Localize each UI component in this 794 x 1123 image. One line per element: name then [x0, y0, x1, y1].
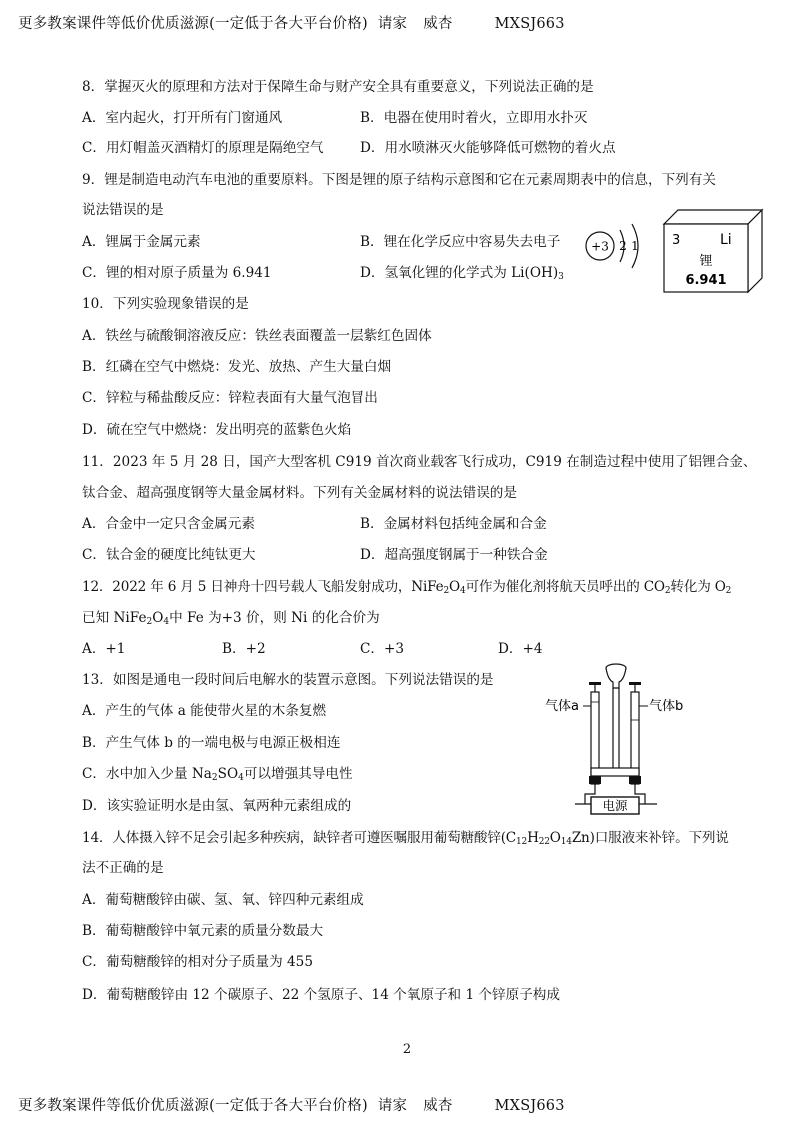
- q8-option-a: A．室内起火，打开所有门窗通风: [82, 110, 283, 126]
- q13-option-b: B．产生气体 b 的一端电极与电源正极相连: [82, 735, 341, 751]
- q14-option-d: D．葡萄糖酸锌由 12 个碳原子、22 个氢原子、14 个氧原子和 1 个锌原子构成: [82, 987, 560, 1003]
- q13-c-mid: SO: [217, 766, 239, 782]
- banner-name: 威杏: [423, 16, 453, 32]
- q10-option-a: A．铁丝与硫酸铜溶液反应：铁丝表面覆盖一层紫红色固体: [82, 328, 432, 344]
- q14-stem-line1: [82, 829, 729, 851]
- q9-option-c: C．锂的相对原子质量为 6.941: [82, 265, 272, 281]
- banner-contact: 请家: [377, 1098, 408, 1114]
- q13-option-c: [82, 765, 353, 787]
- q12-sub: 2: [725, 586, 732, 596]
- gas-b-label: 气体b: [649, 699, 684, 714]
- q12-s2b: O: [152, 610, 164, 626]
- q10-option-b: B．红磷在空气中燃烧：发光、放热、产生大量白烟: [82, 359, 392, 375]
- q12-option-d: D．+4: [498, 641, 543, 657]
- q12-option-a: A．+1: [82, 641, 126, 657]
- q9-option-d-sub: 3: [558, 272, 564, 282]
- atomic-mass: 6.941: [685, 273, 727, 288]
- top-banner: [18, 12, 565, 33]
- q13-option-d: D．该实验证明水是由氢、氧两种元素组成的: [82, 798, 352, 814]
- q11-option-b: B．金属材料包括纯金属和合金: [360, 516, 547, 532]
- atomic-number: 3: [672, 233, 681, 248]
- q8-option-b: B．电器在使用时着火，立即用水扑灭: [360, 110, 588, 126]
- bottom-banner: [18, 1094, 565, 1115]
- q13-sub: 2: [211, 773, 218, 783]
- q14-h: H: [527, 830, 539, 846]
- q12-sub: 2: [443, 586, 449, 596]
- banner-code: MXSJ663: [494, 1098, 565, 1114]
- q14-option-b: B．葡萄糖酸锌中氧元素的质量分数最大: [82, 923, 324, 939]
- q14-o: O: [549, 830, 561, 846]
- shell-2-electrons: 1: [631, 239, 639, 253]
- power-supply-label: 电源: [602, 798, 628, 813]
- reservoir-bulb: [606, 668, 626, 688]
- q11-option-c: C．钛合金的硬度比纯钛更大: [82, 547, 256, 563]
- q9-option-b: B．锂在化学反应中容易失去电子: [360, 234, 561, 250]
- q9-stem-line1: 9．锂是制造电动汽车电池的重要原料。下图是锂的原子结构示意图和它在元素周期表中的信息，下列有关: [82, 172, 716, 188]
- q9-stem-line2: 说法错误的是: [82, 202, 164, 218]
- q14-sub: 14: [560, 837, 572, 847]
- right-electrode: [629, 776, 641, 784]
- q14-stem-line2: 法不正确的是: [82, 860, 164, 876]
- q9-option-d-text: D．氢氧化锂的化学式为 Li(OH): [360, 265, 559, 281]
- q10-option-c: C．锌粒与稀盐酸反应：锌粒表面有大量气泡冒出: [82, 390, 378, 406]
- q12-s2c: 中 Fe 为+3 价，则 Ni 的化合价为: [169, 610, 380, 626]
- q9-option-d: [360, 264, 564, 286]
- q13-stem: 13．如图是通电一段时间后电解水的装置示意图。下列说法错误的是: [82, 672, 494, 688]
- shell-1-electrons: 2: [619, 239, 627, 253]
- q12-sub: 4: [459, 586, 466, 596]
- q12-stem-line2: [82, 609, 380, 631]
- q13-c-post: 可以增强其导电性: [243, 766, 353, 782]
- q14-option-a: A．葡萄糖酸锌由碳、氢、氧、锌四种元素组成: [82, 892, 364, 908]
- q13-c-pre: C．水中加入少量 Na: [82, 766, 212, 782]
- q12-s1b: O: [449, 579, 460, 595]
- element-symbol: Li: [720, 232, 732, 248]
- q12-s1c: 可作为催化剂将航天员呼出的 CO: [465, 579, 665, 595]
- q10-option-d: D．硫在空气中燃烧：发出明亮的蓝紫色火焰: [82, 422, 352, 438]
- left-stopcock: [589, 682, 601, 685]
- q14-sub: 12: [516, 837, 528, 847]
- q12-s2a: 已知 NiFe: [82, 610, 147, 626]
- banner-name: 威杏: [423, 1098, 453, 1114]
- banner-text: 更多教案课件等低价优质滋源(一定低于各大平台价格): [18, 1098, 368, 1114]
- right-stopcock: [629, 682, 641, 685]
- lithium-atom-structure-diagram: [584, 218, 656, 274]
- q12-stem-line1: [82, 578, 731, 600]
- q8-stem: 8．掌握灭火的原理和方法对于保障生命与财产安全具有重要意义，下列说法正确的是: [82, 79, 594, 95]
- gas-a-label: 气体a: [545, 699, 579, 714]
- box-side-face: [748, 210, 762, 292]
- q11-option-a: A．合金中一定只含金属元素: [82, 516, 255, 532]
- element-name: 锂: [699, 254, 713, 269]
- q11-option-d: D．超高强度钢属于一种铁合金: [360, 547, 548, 563]
- q10-stem: 10．下列实验现象错误的是: [82, 296, 249, 312]
- nucleus-charge: +3: [591, 239, 609, 254]
- q8-option-c: C．用灯帽盖灭酒精灯的原理是隔绝空气: [82, 140, 324, 156]
- q14-s1-pre: 14．人体摄入锌不足会引起多种疾病，缺锌者可遵医嘱服用葡萄糖酸锌(C: [82, 830, 517, 846]
- electrolysis-apparatus-diagram: [545, 658, 695, 816]
- q12-sub: 2: [664, 586, 671, 596]
- q11-stem-line2: 钛合金、超高强度钢等大量金属材料。下列有关金属材料的说法错误的是: [82, 485, 517, 501]
- q14-sub: 22: [538, 837, 550, 847]
- box-top-face: [664, 210, 762, 224]
- q13-option-a: A．产生的气体 a 能使带火星的木条复燃: [82, 703, 327, 719]
- q12-s1d: 转化为 O: [670, 579, 726, 595]
- q13-sub: 4: [238, 773, 244, 783]
- banner-code: MXSJ663: [494, 16, 565, 32]
- periodic-table-cell: [662, 208, 764, 294]
- bottom-connector: [591, 768, 639, 776]
- banner-text: 更多教案课件等低价优质滋源(一定低于各大平台价格): [18, 16, 368, 32]
- banner-contact: 请家: [377, 16, 408, 32]
- q12-option-b: B．+2: [222, 641, 266, 657]
- left-electrode: [589, 776, 601, 784]
- page-number: 2: [402, 1042, 412, 1057]
- q12-sub: 4: [163, 617, 170, 627]
- q9-option-a: A．锂属于金属元素: [82, 234, 201, 250]
- q11-stem-line1: 11．2023 年 5 月 28 日，国产大型客机 C919 首次商业载客飞行成功，C919 在制造过程中使用了铝锂合金、: [82, 454, 757, 470]
- q12-sub: 2: [146, 617, 153, 627]
- q14-option-c: C．葡萄糖酸锌的相对分子质量为 455: [82, 954, 313, 970]
- q12-option-c: C．+3: [360, 641, 405, 657]
- q12-s1a: 12．2022 年 6 月 5 日神舟十四号载人飞船发射成功，NiFe: [82, 579, 444, 595]
- q14-s1-post: Zn)口服液来补锌。下列说: [571, 830, 729, 846]
- q8-option-d: D．用水喷淋灭火能够降低可燃物的着火点: [360, 140, 616, 156]
